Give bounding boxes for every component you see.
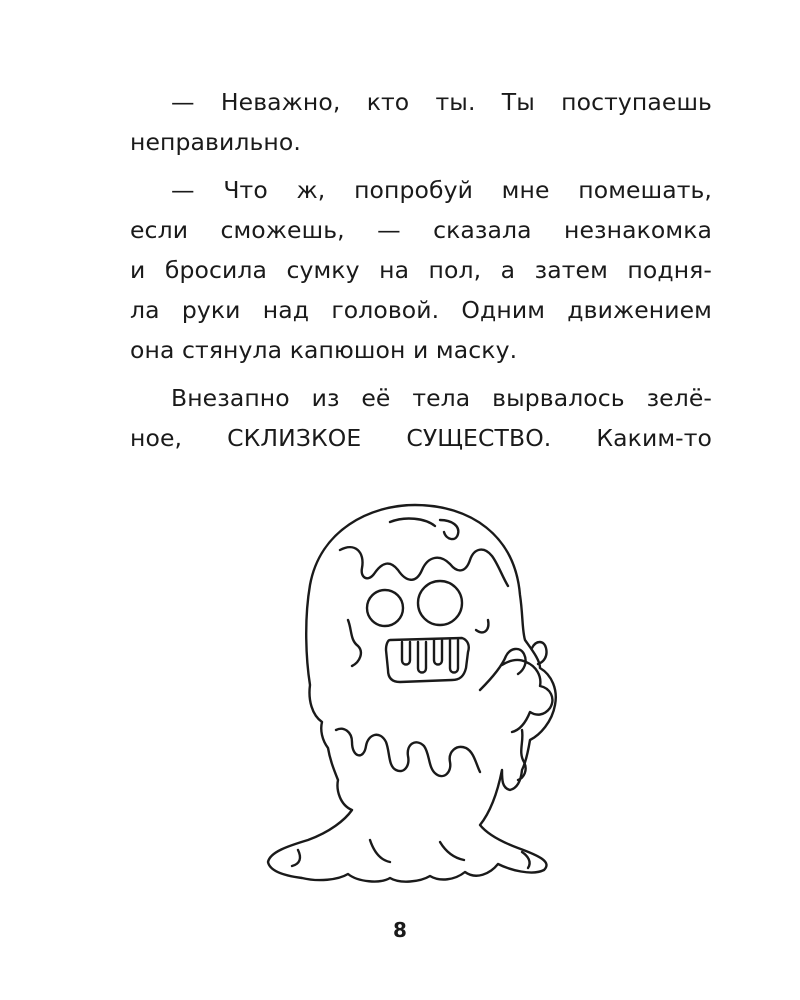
text-line: неправильно. <box>130 128 301 156</box>
slime-monster-illustration <box>240 490 580 890</box>
text-line: и бросила сумку на пол, а затем подня- <box>130 256 712 284</box>
top-drip-lines <box>340 547 508 586</box>
body-text <box>130 82 712 458</box>
top-drip-lines <box>440 520 458 539</box>
monster-teeth <box>402 640 458 673</box>
text-line: Внезапно из её тела вырвалось зелё- <box>171 384 712 412</box>
base-drip-lines <box>292 850 300 866</box>
text-line: ла руки над головой. Одним движением <box>130 296 712 324</box>
slime-monster-icon <box>240 490 580 890</box>
text-line: — Неважно, кто ты. Ты поступаешь <box>171 88 712 116</box>
monster-mouth <box>386 638 469 682</box>
monster-left-eye <box>367 590 403 626</box>
base-drip-lines <box>440 842 464 860</box>
base-drip-lines <box>522 852 530 868</box>
text-line: ное, СКЛИЗКОЕ СУЩЕСТВО. Каким-то <box>130 424 712 452</box>
face-drip-lines <box>348 620 361 666</box>
text-line: она стянула капюшон и маску. <box>130 336 518 364</box>
page-number: 8 <box>393 918 407 942</box>
monster-body-outline <box>268 505 556 882</box>
face-drip-lines <box>476 620 488 632</box>
text-line: — Что ж, попробуй мне помешать, <box>171 176 712 204</box>
body-drip-lines <box>336 729 480 776</box>
monster-right-eye <box>418 581 462 625</box>
text-line: если сможешь, — сказала незнакомка <box>130 216 712 244</box>
base-drip-lines <box>370 840 390 862</box>
monster-arm <box>480 642 552 732</box>
top-drip-lines <box>390 519 435 526</box>
